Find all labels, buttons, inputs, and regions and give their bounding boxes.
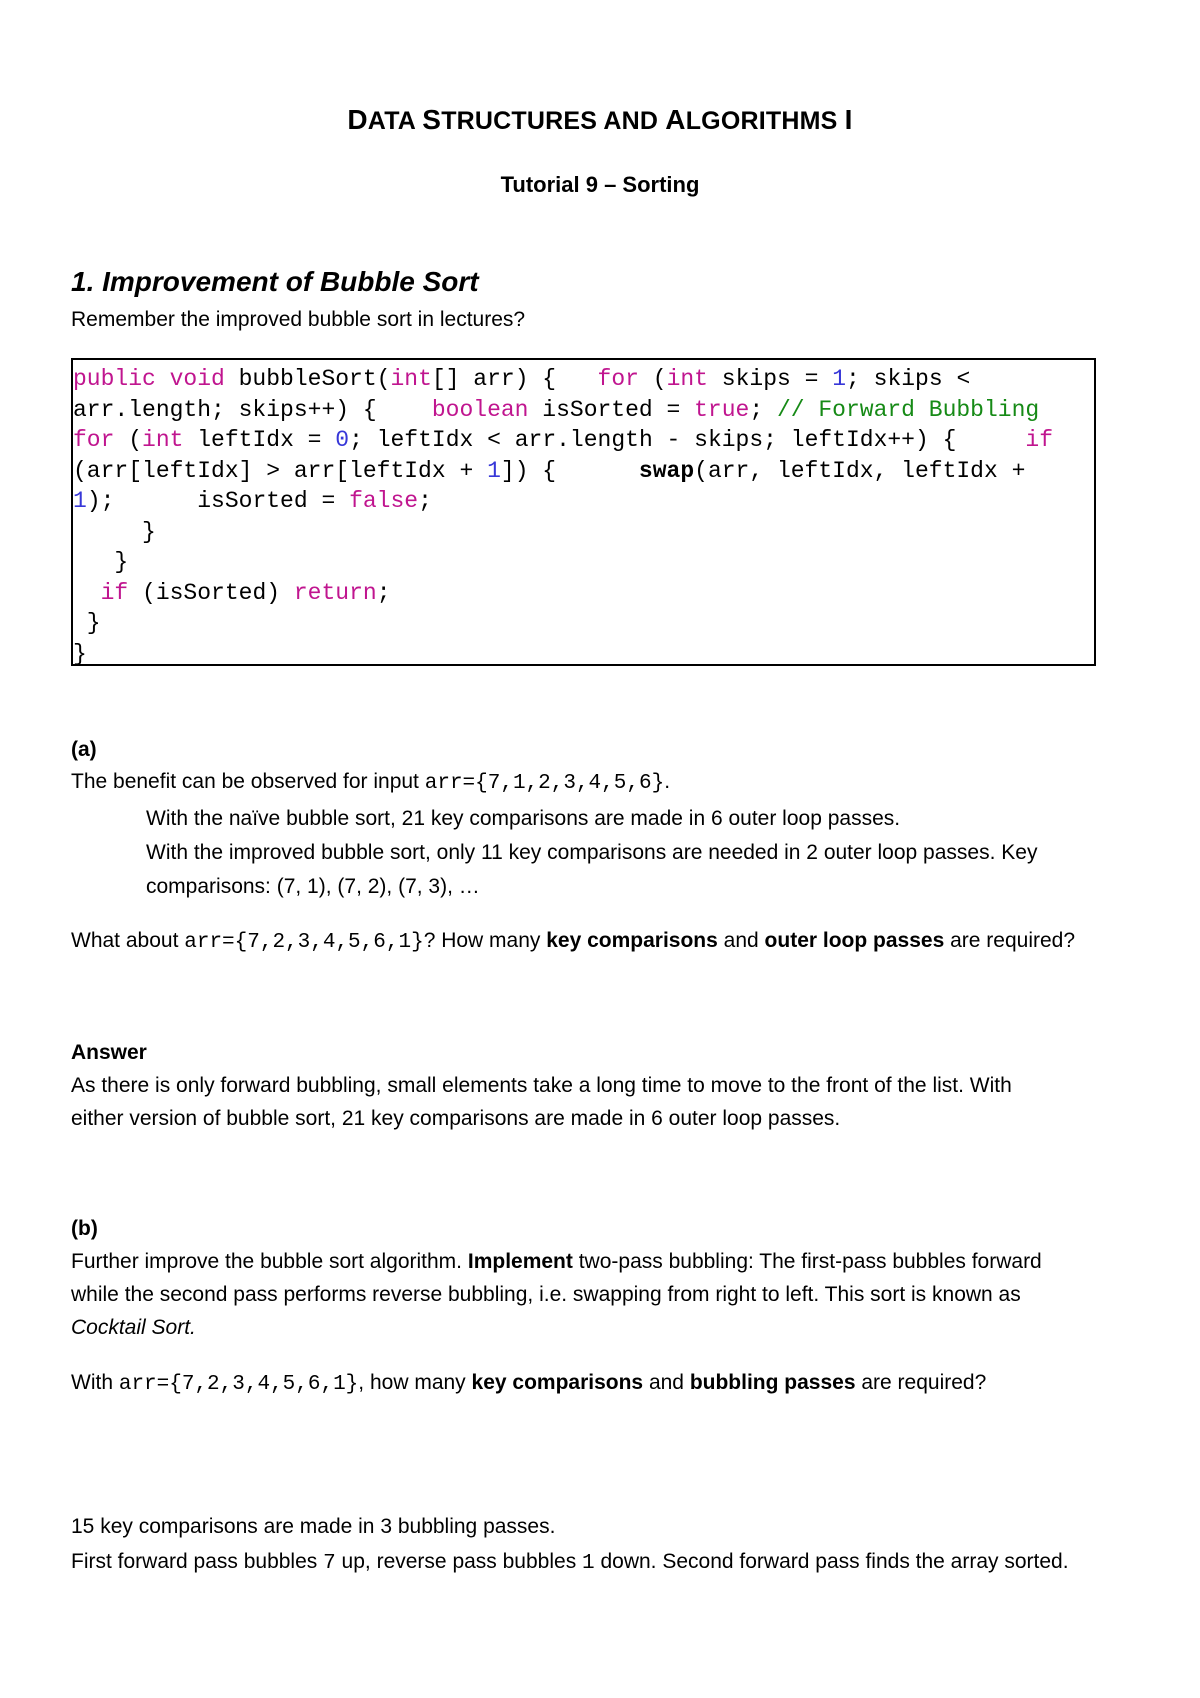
code-line: (arr[leftIdx] > arr[leftIdx + 1]) { swap(arr, leftIdx, leftIdx + <box>73 457 1026 484</box>
section-intro: Remember the improved bubble sort in lectures? <box>71 308 526 331</box>
code-line: } <box>73 518 156 545</box>
part-a-naive: With the naïve bubble sort, 21 key comparisons are made in 6 outer loop passes. <box>146 807 901 830</box>
part-b-line-2: while the second pass performs reverse bubbling, i.e. swapping from right to left. This sort is known as <box>71 1283 1021 1306</box>
code-line: public void bubbleSort(int[] arr) { for (int skips = 1; skips < <box>73 366 971 392</box>
answer-label: Answer <box>71 1041 147 1064</box>
section-heading: 1. Improvement of Bubble Sort <box>71 266 479 297</box>
code-line: } <box>73 549 129 575</box>
document-subtitle: Tutorial 9 – Sorting <box>500 172 700 197</box>
part-a-improved-2: comparisons: (7, 1), (7, 2), (7, 3), … <box>146 875 480 898</box>
code-line: if (isSorted) return; <box>100 579 391 606</box>
part-b-line-1: Further improve the bubble sort algorithm. Implement two-pass bubbling: The first-pass bubbles forward <box>71 1250 1042 1273</box>
code-line: 1); isSorted = false; <box>73 488 432 514</box>
answer-line-1: As there is only forward bubbling, small elements take a long time to move to the front of the list. With <box>71 1074 1012 1097</box>
part-b-answer-2: First forward pass bubbles 7 up, reverse pass bubbles 1 down. Second forward pass finds the array sorted. <box>71 1550 1069 1575</box>
part-b-answer-1: 15 key comparisons are made in 3 bubbling passes. <box>71 1515 556 1538</box>
part-a-question: What about arr={7,2,3,4,5,6,1}? How many key comparisons and outer loop passes are required? <box>71 929 1076 954</box>
part-b-label: (b) <box>71 1217 98 1240</box>
code-line: } <box>73 610 101 636</box>
code-line: } <box>73 640 87 666</box>
document-title: DATA STRUCTURES AND ALGORITHMS I <box>347 104 853 135</box>
code-line: arr.length; skips++) { boolean isSorted = true; // Forward Bubbling <box>73 396 1040 423</box>
part-a-benefit: The benefit can be observed for input arr={7,1,2,3,4,5,6}. <box>71 770 671 795</box>
part-a-label: (a) <box>71 738 97 761</box>
part-a-improved-1: With the improved bubble sort, only 11 key comparisons are needed in 2 outer loop passes. Key <box>146 841 1038 864</box>
answer-line-2: either version of bubble sort, 21 key comparisons are made in 6 outer loop passes. <box>71 1107 841 1130</box>
code-line: for (int leftIdx = 0; leftIdx < arr.length - skips; leftIdx++) { if <box>73 427 1054 453</box>
code-listing <box>73 364 1094 666</box>
part-b-line-3: Cocktail Sort. <box>71 1316 196 1339</box>
part-b-question: With arr={7,2,3,4,5,6,1}, how many key comparisons and bubbling passes are required? <box>71 1371 987 1396</box>
code-block <box>71 358 1096 666</box>
